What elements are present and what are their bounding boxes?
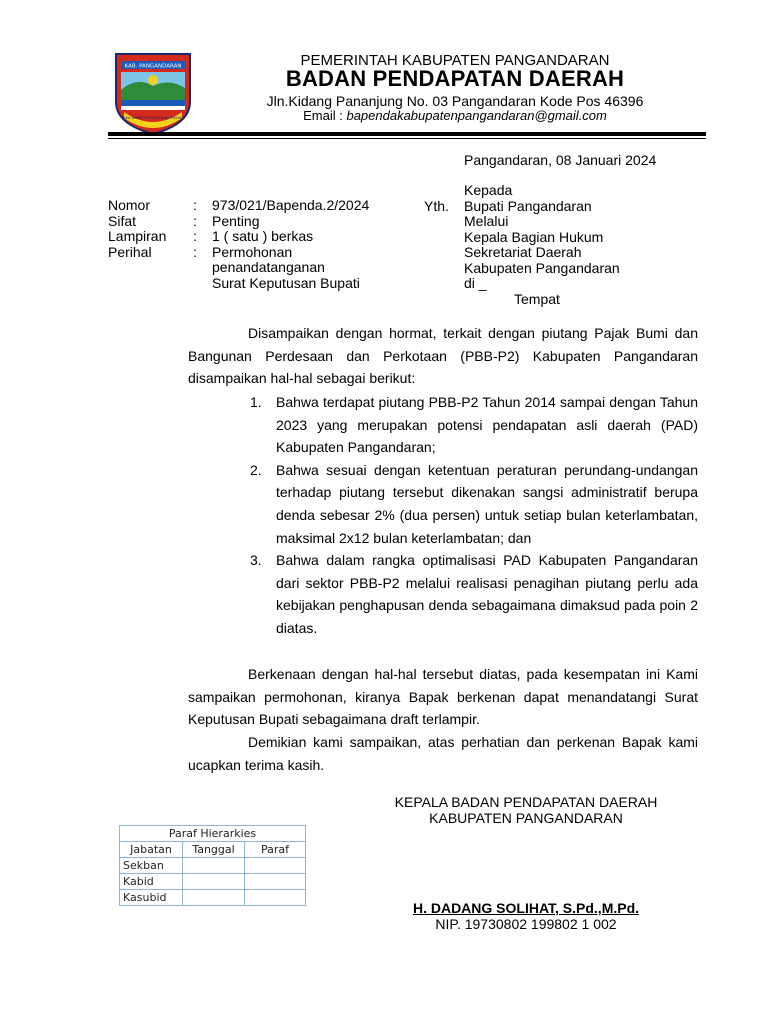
- meta-colon: :: [193, 197, 197, 213]
- list-text: Bahwa dalam rangka optimalisasi PAD Kabupaten Pangandaran dari sektor PBB-P2 melalui realisasi penagihan piutang perlu ada kebijakan penghapusan denda sebagaimana dimaksud pada poin 2 diatas.: [276, 552, 698, 636]
- signer-nip: NIP. 19730802 199802 1 002: [435, 916, 617, 932]
- paraf-cell-paraf: [245, 890, 306, 906]
- body-list: [250, 391, 698, 640]
- paraf-cell-paraf: [245, 874, 306, 890]
- meta-value-nomor: 973/021/Bapenda.2/2024: [212, 197, 370, 213]
- paraf-cell-tanggal: [183, 874, 245, 890]
- agency-name: BADAN PENDAPATAN DAERAH: [285, 66, 625, 91]
- email-label: Email :: [303, 108, 347, 123]
- meta-value-lampiran: 1 ( satu ) berkas: [212, 228, 314, 244]
- signer-title: [370, 794, 682, 826]
- meta-label-nomor: Nomor: [108, 197, 151, 213]
- signer-title-line1: KEPALA BADAN PENDAPATAN DAERAH: [394, 794, 658, 810]
- list-item: [250, 391, 698, 459]
- meta-colon: :: [193, 243, 197, 260]
- agency-email: [230, 108, 680, 123]
- table-row: [120, 858, 306, 874]
- paraf-table-title: Paraf Hierarkies: [120, 826, 306, 842]
- addressee-block: [464, 183, 620, 307]
- letter-date: Pangandaran, 08 Januari 2024: [464, 152, 657, 168]
- list-text: Bahwa sesuai dengan ketentuan peraturan perundang-undangan terhadap piutang tersebut dikenakan sangsi administratif berupa denda sebesar 2% (dua persen) untuk setiap bulan keterlambatan, maksimal 2x12 bulan keterlambatan; dan: [276, 461, 698, 546]
- list-number: 2.: [250, 461, 262, 478]
- paraf-row-label: Sekban: [120, 858, 183, 874]
- body-paragraph-2: Berkenaan dengan hal-hal tersebut diatas, pada kesempatan ini Kami sampaikan permohonan, kiranya Bapak berkenan dapat menandatangi Surat Keputusan Bupati sebagaimana draft terlampir.: [188, 666, 698, 728]
- addressee-line: Kepada: [464, 182, 513, 198]
- yth-label: Yth.: [424, 198, 449, 214]
- paraf-cell-paraf: [245, 858, 306, 874]
- addressee-line: Melalui: [464, 213, 509, 229]
- meta-value-perihal-line2: penandatanganan: [212, 259, 325, 275]
- letterhead-rule-thin: [108, 138, 706, 139]
- list-item: [250, 549, 698, 639]
- paraf-row-label: Kasubid: [120, 890, 183, 906]
- paraf-header-paraf: Paraf: [245, 842, 306, 858]
- meta-value-perihal: Permohonan: [212, 243, 293, 260]
- regency-logo: [112, 50, 194, 136]
- meta-label-sifat: Sifat: [108, 212, 137, 229]
- list-number: 1.: [250, 394, 262, 410]
- meta-value-sifat: Penting: [212, 212, 260, 229]
- email-address: bapendakabupatenpangandaran@gmail.com: [346, 108, 607, 123]
- table-row: [120, 874, 306, 890]
- body-intro: Disampaikan dengan hormat, terkait dengan piutang Pajak Bumi dan Bangunan Perdesaan dan Perkotaan (PBB-P2) Kabupaten Pangandaran disampaikan hal-hal sebagai berikut:: [188, 325, 698, 387]
- paraf-row-label: Kabid: [120, 874, 183, 890]
- list-number: 3.: [250, 552, 262, 569]
- addressee-line: Bupati Pangandaran: [464, 197, 592, 214]
- meta-colon: :: [193, 228, 197, 244]
- signer-name: H. DADANG SOLIHAT, S.Pd.,M.Pd.: [412, 900, 640, 916]
- svg-text:PAKA BAREGA MAKNANNIS PUSAKA: PAKA BAREGA MAKNANNIS PUSAKA: [121, 116, 185, 120]
- signer-title-line2: KABUPATEN PANGANDARAN: [429, 810, 623, 826]
- meta-label-lampiran: Lampiran: [108, 228, 167, 244]
- list-text: Bahwa terdapat piutang PBB-P2 Tahun 2014 sampai dengan Tahun 2023 yang merupakan potensi pendapatan asli daerah (PAD) Kabupaten Pangandaran;: [276, 394, 698, 456]
- agency-address: Jln.Kidang Pananjung No. 03 Pangandaran Kode Pos 46396: [266, 93, 644, 109]
- government-name: PEMERINTAH KABUPATEN PANGANDARAN: [300, 52, 610, 69]
- paraf-header-tanggal: Tanggal: [183, 842, 245, 858]
- paraf-cell-tanggal: [183, 890, 245, 906]
- meta-colon: :: [193, 212, 197, 229]
- meta-value-perihal-line3: Surat Keputusan Bupati: [212, 274, 360, 291]
- body-closing: Demikian kami sampaikan, atas perhatian dan perkenan Bapak kami ucapkan terima kasih.: [188, 734, 698, 773]
- svg-text:KAB. PANGANDARAN: KAB. PANGANDARAN: [124, 63, 182, 70]
- table-row: [120, 890, 306, 906]
- paraf-cell-tanggal: [183, 858, 245, 874]
- list-item: [250, 459, 698, 549]
- letterhead-rule: [108, 132, 706, 136]
- addressee-line: Kepala Bagian Hukum: [464, 228, 604, 245]
- addressee-line: Sekretariat Daerah: [464, 244, 582, 260]
- meta-label-perihal: Perihal: [108, 243, 152, 260]
- addressee-tempat: Tempat: [514, 290, 560, 307]
- paraf-header-jabatan: Jabatan: [120, 842, 183, 858]
- paraf-table: [119, 825, 306, 906]
- addressee-line: di _: [464, 275, 487, 291]
- addressee-line: Kabupaten Pangandaran: [464, 259, 620, 276]
